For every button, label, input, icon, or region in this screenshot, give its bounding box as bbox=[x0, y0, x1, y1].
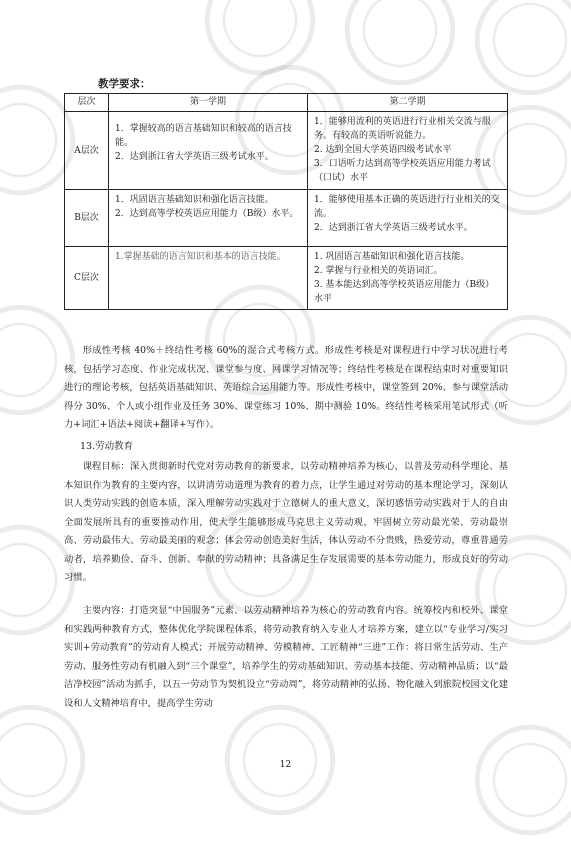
requirement-item: 1．巩固语言基础知识和强化语言技能。 bbox=[115, 195, 274, 205]
term1-cell bbox=[109, 247, 308, 310]
requirement-item: 1．能够用流利的英语进行行业相关交流与服务。有较高的英语听说能力。 bbox=[314, 117, 491, 141]
header-level: 层次 bbox=[65, 94, 109, 112]
level-cell: A层次 bbox=[65, 112, 109, 190]
term1-cell bbox=[109, 112, 308, 190]
requirement-item: 3. 基本能达到高等学校英语应用能力（B级）水平 bbox=[314, 280, 495, 304]
watermark-seal bbox=[176, 0, 343, 104]
header-term1: 第一学期 bbox=[109, 94, 308, 112]
requirement-item: 1．掌握较高的语言基础知识和较高的语言技能。 bbox=[115, 124, 292, 148]
term2-cell bbox=[308, 190, 508, 247]
course-goal-paragraph: 课程目标：深入贯彻新时代党对劳动教育的新要求，以劳动精神培养为核心，以普及劳动科学理论、基本知识作为教育的主要内容，以讲清劳动道理为教育的着力点，让学生通过对劳动的基本理论学习，深刻认识人类劳动实践的创造本质，深入理解劳动实践对于立德树人的重大意义，深切感悟劳动实践对于人的自由全面发展所具有的重要推动作用，使大学生能够形成马克思主义劳动观，牢固树立劳动最光荣、劳动最崇高、劳动最伟大、劳动最美丽的观念；体会劳动创造美好生活，体认劳动不分贵贱，热爱劳动，尊重普通劳动者，培养勤俭、奋斗、创新、奉献的劳动精神；具备满足生存发展需要的基本劳动能力，形成良好的劳动习惯。 bbox=[64, 461, 508, 583]
requirement-item: 1．能够使用基本正确的英语进行行业相关的交流。 bbox=[314, 195, 500, 219]
term2-cell bbox=[308, 247, 508, 310]
page-number: 12 bbox=[279, 760, 292, 770]
level-cell: B层次 bbox=[65, 190, 109, 247]
requirement-item: 2. 达到全国大学英语四级考试水平 bbox=[314, 145, 452, 155]
teaching-requirements-heading: 教学要求： bbox=[98, 78, 151, 90]
requirement-item: 2．达到浙江省大学英语三级考试水平。 bbox=[314, 223, 473, 233]
requirement-item: 2．达到高等学校英语应用能力（B级）水平。 bbox=[115, 209, 299, 219]
requirement-item: 1.掌握基础的语言知识和基本的语言技能。 bbox=[115, 252, 286, 262]
table-header-row bbox=[65, 94, 508, 112]
watermark-seal bbox=[446, 696, 571, 863]
table-row bbox=[65, 112, 508, 190]
table-row bbox=[65, 190, 508, 247]
level-cell: C层次 bbox=[65, 247, 109, 310]
header-term2: 第二学期 bbox=[308, 94, 508, 112]
requirement-item: 2. 掌握与行业相关的英语词汇。 bbox=[314, 266, 443, 276]
requirement-item: 1. 巩固语言基础知识和强化语言技能。 bbox=[314, 252, 470, 262]
requirement-item: 2．达到浙江省大学英语三级考试水平。 bbox=[115, 152, 274, 162]
requirements-table bbox=[64, 93, 508, 310]
assessment-paragraph: 形成性考核 40%＋终结性考核 60%的混合式考核方式。形成性考核是对课程进行中学习状况进行考核，包括学习态度、作业完成状况、课堂参与度、网课学习情况等；终结性考核是在课程结束时对重要知识进行的理论考核，包括英语基础知识、英语综合运用能力等。形成性考核中，课堂签到 20%、参与课堂活动得分 30%、个人或小组作业及任务 30%、课堂练习 10%、期中测验 10%。终结性考核采用笔试形式（听力+词汇+语法+阅读+翻译+写作）。 bbox=[64, 345, 508, 430]
table-row bbox=[65, 247, 508, 310]
section-title: 13.劳动教育 bbox=[80, 441, 134, 452]
term2-cell bbox=[308, 112, 508, 190]
main-content-paragraph: 主要内容：打造突显“中国服务”元素、以劳动精神培养为核心的劳动教育内容。统筹校内和校外、课堂和实践两种教育方式，整体优化学院课程体系，将劳动教育纳入专业人才培养方案，建立以“专业学习/实习实训+劳动教育”的劳动育人模式；开展劳动精神、劳模精神、工匠精神“三进”工作：将日常生活劳动、生产劳动、服务性劳动有机融入到“三个课堂”，培养学生的劳动基础知识、劳动基本技能、劳动精神品质；以“最洁净校园”活动为抓手，以五一劳动节为契机设立“劳动周”，将劳动精神的弘扬、物化融入到旅院校园文化建设和人文精神培育中，提高学生劳动 bbox=[64, 605, 508, 709]
term1-cell bbox=[109, 190, 308, 247]
requirement-item: 3．口语听力达到高等学校英语应用能力考试（口试）水平 bbox=[314, 159, 491, 183]
